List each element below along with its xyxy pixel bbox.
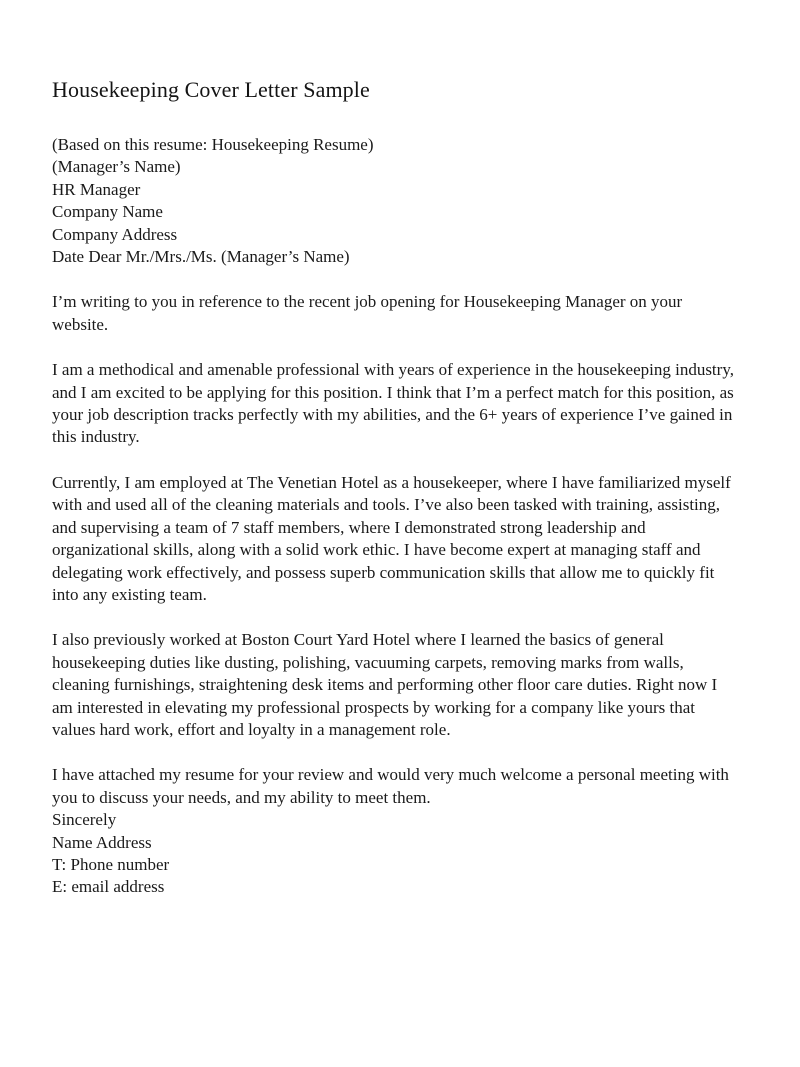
signature-name-address: Name Address <box>52 832 152 852</box>
address-line-resume-reference: (Based on this resume: Housekeeping Resume) <box>52 135 374 154</box>
body-paragraph-qualifications: I am a methodical and amenable professional with years of experience in the housekeeping industry, and I am excited to be applying for this position. I think that I’m a perfect match for this position, as your job description tracks perfectly with my abilities, and the 6+ years of experience I’ve gained in this industry. <box>52 360 734 447</box>
recipient-address-block <box>52 134 748 268</box>
page-title: Housekeeping Cover Letter Sample <box>52 77 370 102</box>
signature-phone: T: Phone number <box>52 854 170 874</box>
body-paragraph-intro: I’m writing to you in reference to the recent job opening for Housekeeping Manager on your website. <box>52 292 683 334</box>
body-paragraph-previous-role: I also previously worked at Boston Court Yard Hotel where I learned the basics of general housekeeping duties like dusting, polishing, vacuuming carpets, removing marks from walls, cleaning furnishings, straightening desk items and performing other floor care duties. Right now I am interested in elevating my professional prospects by working for a company like yours that values hard work, effort and loyalty in a management role. <box>52 630 718 739</box>
body-paragraph-closing-request: I have attached my resume for your review and would very much welcome a personal meeting with you to discuss your needs, and my ability to meet them. <box>52 765 729 807</box>
address-line-company-address: Company Address <box>52 224 178 244</box>
address-line-hr-manager: HR Manager <box>52 179 141 199</box>
body-paragraph-current-role: Currently, I am employed at The Venetian Hotel as a housekeeper, where I have familiarized myself with and used all of the cleaning materials and tools. I’ve also been tasked with training, assisting, and supervising a team of 7 staff members, where I demonstrated strong leadership and organizational skills, along with a solid work ethic. I have become expert at managing staff and delegating work effectively, and possess superb communication skills that allow me to quickly fit into any existing team. <box>52 472 731 604</box>
signature-email: E: email address <box>52 877 165 897</box>
address-line-company-name: Company Name <box>52 202 163 222</box>
address-line-date-salutation: Date Dear Mr./Mrs./Ms. (Manager’s Name) <box>52 247 350 267</box>
signature-block <box>52 809 748 899</box>
signature-sign-off: Sincerely <box>52 810 117 830</box>
address-line-manager-name: (Manager’s Name) <box>52 157 181 177</box>
